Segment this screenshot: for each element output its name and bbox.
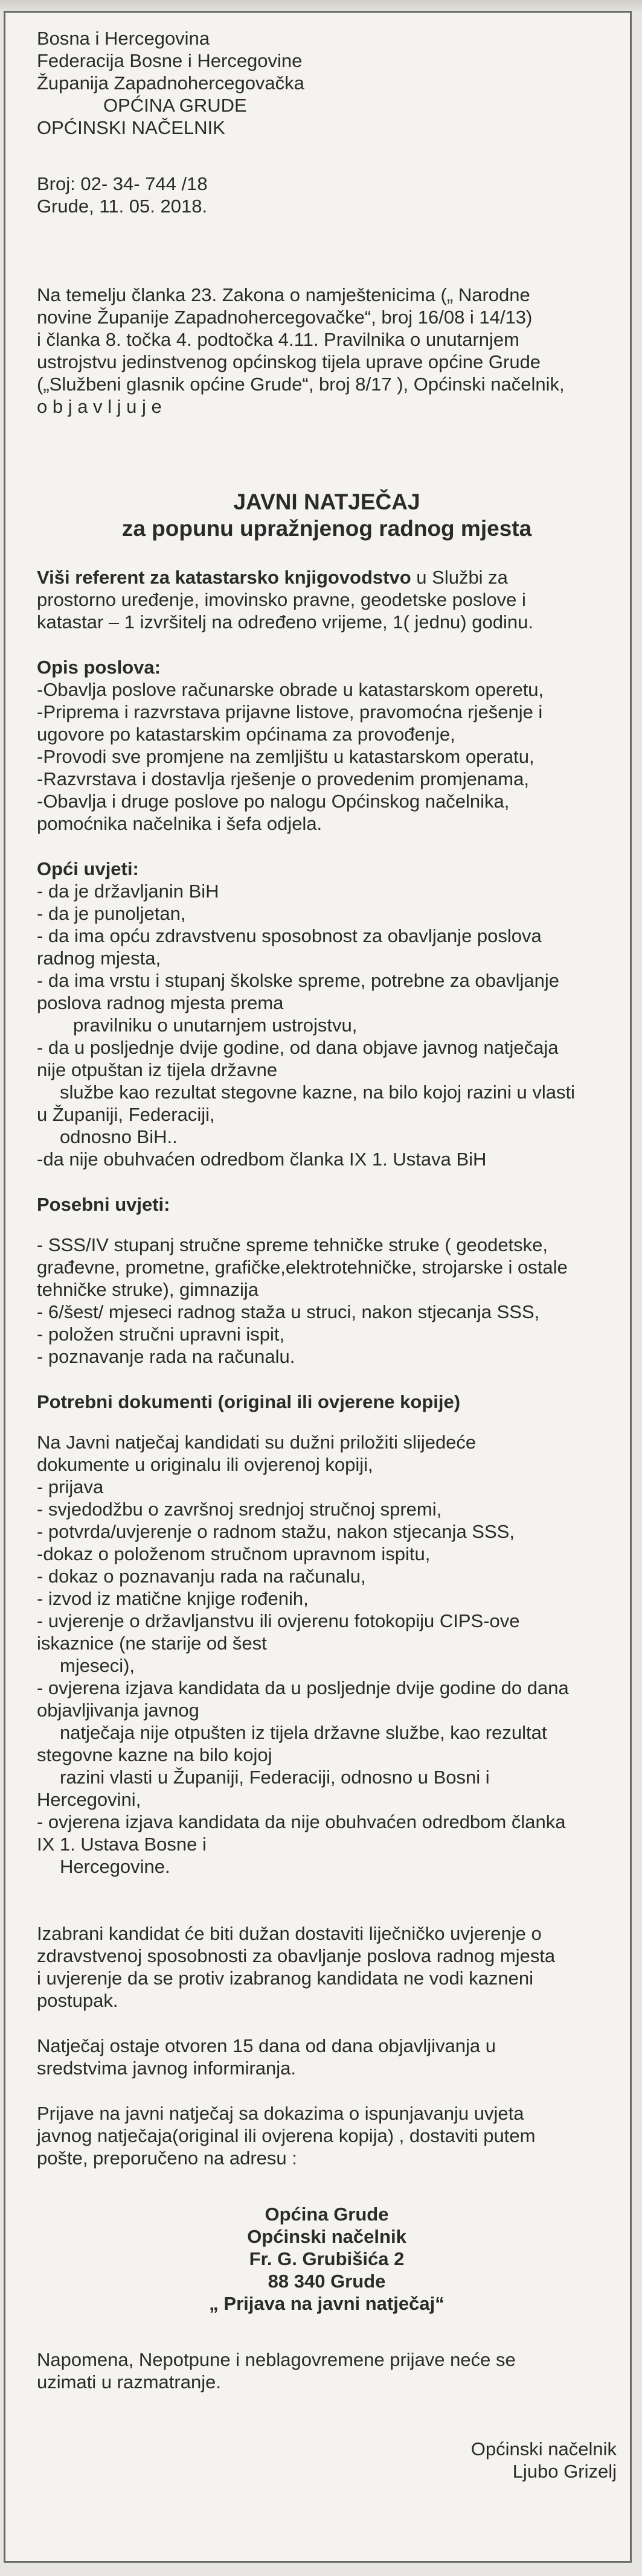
otvoren-line: sredstvima javnog informiranja.	[37, 2058, 297, 2079]
opci-line: - da u posljednje dvije godine, od dana objave javnog natječaja	[37, 1037, 559, 1058]
header-line: OPĆINSKI NAČELNIK	[37, 117, 225, 138]
dokumenti-line: objavljivanja javnog	[37, 1700, 199, 1721]
opis-section	[37, 656, 617, 835]
dokumenti-line: Hercegovini,	[37, 1789, 141, 1810]
otvoren-paragraph	[37, 2035, 617, 2079]
opci-line: službe kao rezultat stegovne kazne, na bilo kojoj razini u vlasti	[60, 1082, 575, 1103]
position-line: prostorno uređenje, imovinsko pravne, geodetske poslove i	[37, 589, 526, 610]
opci-line: -da nije obuhvaćen odredbom članka IX 1. Ustava BiH	[37, 1149, 487, 1170]
address-line: Općina Grude	[265, 2204, 389, 2225]
dokumenti-line: - svjedodžbu o završnoj srednjoj stručnoj spremi,	[37, 1499, 442, 1520]
header-line: Federacija Bosne i Hercegovine	[37, 50, 303, 71]
position-line: katastar – 1 izvršitelj na određeno vrijeme, 1( jednu) godinu.	[37, 611, 533, 633]
lijecnicko-line: i uvjerenje da se protiv izabranog kandidata ne vodi kazneni	[37, 1968, 534, 1989]
opci-line: odnosno BiH..	[60, 1126, 178, 1147]
intro-line: („Službeni glasnik općine Grude“, broj 8/17 ), Općinski načelnik,	[37, 374, 565, 395]
dokumenti-line: stegovne kazne na bilo kojoj	[37, 1744, 272, 1765]
dokumenti-line: - ovjerena izjava kandidata da nije obuhvaćen odredbom članka	[37, 1811, 566, 1832]
posebni-section	[37, 1193, 617, 1368]
opci-line: - da ima opću zdravstvenu sposobnost za obavljanje poslova	[37, 925, 542, 946]
prijave-line: Prijave na javni natječaj sa dokazima o ispunjavanju uvjeta	[37, 2103, 524, 2124]
opci-line: poslova radnog mjesta prema	[37, 992, 284, 1013]
lijecnicko-line: Izabrani kandidat će biti dužan dostaviti liječničko uvjerenje o	[37, 1923, 542, 1944]
dokumenti-line: razini vlasti u Županiji, Federaciji, odnosno u Bosni i	[60, 1767, 490, 1788]
opci-line: - da je državljanin BiH	[37, 881, 219, 902]
opis-line: -Provodi sve promjene na zemljištu u katastarskom operatu,	[37, 746, 534, 767]
address-block	[37, 2203, 617, 2315]
prijave-line: javnog natječaja(original ili ovjerena kopija) , dostaviti putem	[37, 2125, 536, 2146]
intro-line: novine Županije Zapadnohercegovačke“, broj 16/08 i 14/13)	[37, 307, 533, 328]
reference-number: Broj: 02- 34- 744 /18	[37, 173, 208, 194]
signature-name: Ljubo Grizelj	[512, 2461, 617, 2482]
opci-heading: Opći uvjeti:	[37, 858, 139, 879]
opci-line: radnog mjesta,	[37, 948, 161, 969]
position-text: u Službi za	[411, 567, 508, 588]
opci-line: u Županiji, Federaciji,	[37, 1104, 215, 1125]
posebni-line: građevne, prometne, grafičke,elektrotehničke, strojarske i ostale	[37, 1257, 568, 1278]
dokumenti-line: - uvjerenje o državljanstvu ili ovjerenu fotokopiju CIPS-ove	[37, 1610, 520, 1631]
position-line	[37, 566, 617, 588]
dokumenti-line: - izvod iz matične knjige rođenih,	[37, 1588, 309, 1609]
dokumenti-line: natječaja nije otpušten iz tijela državne službe, kao rezultat	[60, 1722, 547, 1743]
notice-frame	[4, 11, 632, 2563]
dokumenti-section	[37, 1391, 617, 1878]
posebni-line: - SSS/IV stupanj stručne spreme tehničke struke ( geodetske,	[37, 1234, 548, 1255]
address-line: „ Prijava na javni natječaj“	[209, 2293, 445, 2314]
dokumenti-line: iskaznice (ne starije od šest	[37, 1633, 267, 1654]
signature-block	[37, 2438, 617, 2482]
document-date: Grude, 11. 05. 2018.	[37, 196, 208, 217]
dokumenti-line: Na Javni natječaj kandidati su dužni priložiti slijedeće	[37, 1432, 477, 1453]
opis-heading: Opis poslova:	[37, 657, 161, 678]
otvoren-line: Natječaj ostaje otvoren 15 dana od dana objavljivanja u	[37, 2035, 496, 2056]
address-line: Općinski načelnik	[247, 2226, 406, 2247]
posebni-heading: Posebni uvjeti:	[37, 1194, 170, 1215]
opci-line: - da je punoljetan,	[37, 903, 186, 924]
prijave-paragraph	[37, 2102, 617, 2169]
opci-line: nije otpuštan iz tijela državne	[37, 1059, 278, 1080]
opis-line: -Obavlja i druge poslove po nalogu Općinskog načelnika,	[37, 791, 510, 812]
prijave-line: pošte, preporučeno na adresu :	[37, 2147, 297, 2169]
opis-line: -Priprema i razvrstava prijavne listove, pravomoćna rješenje i	[37, 701, 543, 722]
intro-line: Na temelju članka 23. Zakona o namještenicima („ Narodne	[37, 284, 530, 305]
dokumenti-line: - dokaz o poznavanju rada na računalu,	[37, 1566, 366, 1587]
opis-line: ugovore po katastarskim općinama za provođenje,	[37, 724, 455, 745]
intro-line: i članka 8. točka 4. podtočka 4.11. Pravilnika o unutarnjem	[37, 329, 519, 350]
address-line: 88 340 Grude	[268, 2271, 386, 2292]
address-line: Fr. G. Grubišića 2	[249, 2248, 405, 2269]
intro-line: ustrojstvu jedinstvenog općinskog tijela uprave općine Grude	[37, 351, 541, 372]
dokumenti-line: - potvrda/uvjerenje o radnom stažu, nakon stjecanja SSS,	[37, 1521, 515, 1542]
dokumenti-line: - prijava	[37, 1476, 104, 1497]
dokumenti-line: IX 1. Ustava Bosne i	[37, 1834, 207, 1855]
intro-line: o b j a v l j u j e	[37, 396, 162, 417]
position-name: Viši referent za katastarsko knjigovodstvo	[37, 567, 411, 588]
notice-subtitle: za popunu upražnjenog radnog mjesta	[121, 516, 532, 541]
posebni-line: - poznavanje rada na računalu.	[37, 1346, 295, 1367]
signature-title: Općinski načelnik	[470, 2438, 617, 2460]
notice-content	[37, 27, 617, 2482]
dokumenti-heading: Potrebni dokumenti (original ili ovjerene kopije)	[37, 1391, 461, 1412]
header-line: OPĆINA GRUDE	[103, 95, 247, 116]
posebni-line: - 6/šest/ mjeseci radnog staža u struci, nakon stjecanja SSS,	[37, 1301, 540, 1322]
lijecnicko-line: zdravstvenoj sposobnosti za obavljanje poslova radnog mjesta	[37, 1945, 556, 1966]
posebni-line: tehničke struke), gimnazija	[37, 1279, 258, 1300]
napomena-paragraph	[37, 2348, 617, 2393]
header-line: Županija Zapadnohercegovačka	[37, 72, 304, 94]
notice-title: JAVNI NATJEČAJ	[233, 489, 420, 514]
opci-line: - da ima vrstu i stupanj školske spreme, potrebne za obavljanje	[37, 970, 559, 991]
dokumenti-line: mjeseci),	[60, 1655, 135, 1676]
opci-line: pravilniku o unutarnjem ustrojstvu,	[73, 1015, 358, 1036]
position-paragraph	[37, 566, 617, 633]
napomena-line: Napomena, Nepotpune i neblagovremene prijave neće se	[37, 2349, 516, 2370]
posebni-line: - položen stručni upravni ispit,	[37, 1324, 285, 1345]
opis-line: -Razvrstava i dostavlja rješenje o provedenim promjenama,	[37, 768, 529, 789]
dokumenti-line: Hercegovine.	[60, 1856, 170, 1877]
header-block	[37, 27, 617, 139]
dokumenti-line: -dokaz o položenom stručnom upravnom ispitu,	[37, 1543, 431, 1564]
dokumenti-line: - ovjerena izjava kandidata da u posljednje dvije godine do dana	[37, 1677, 569, 1698]
opci-section	[37, 858, 617, 1170]
dokumenti-line: dokumente u originalu ili ovjerenoj kopiji,	[37, 1454, 373, 1475]
header-line: Bosna i Hercegovina	[37, 28, 210, 49]
opis-line: pomoćnika načelnika i šefa odjela.	[37, 813, 323, 834]
intro-paragraph	[37, 284, 617, 418]
lijecnicko-paragraph	[37, 1922, 617, 2012]
opis-line: -Obavlja poslove računarske obrade u katastarskom operetu,	[37, 679, 544, 700]
lijecnicko-line: postupak.	[37, 1990, 118, 2011]
napomena-line: uzimati u razmatranje.	[37, 2371, 221, 2393]
